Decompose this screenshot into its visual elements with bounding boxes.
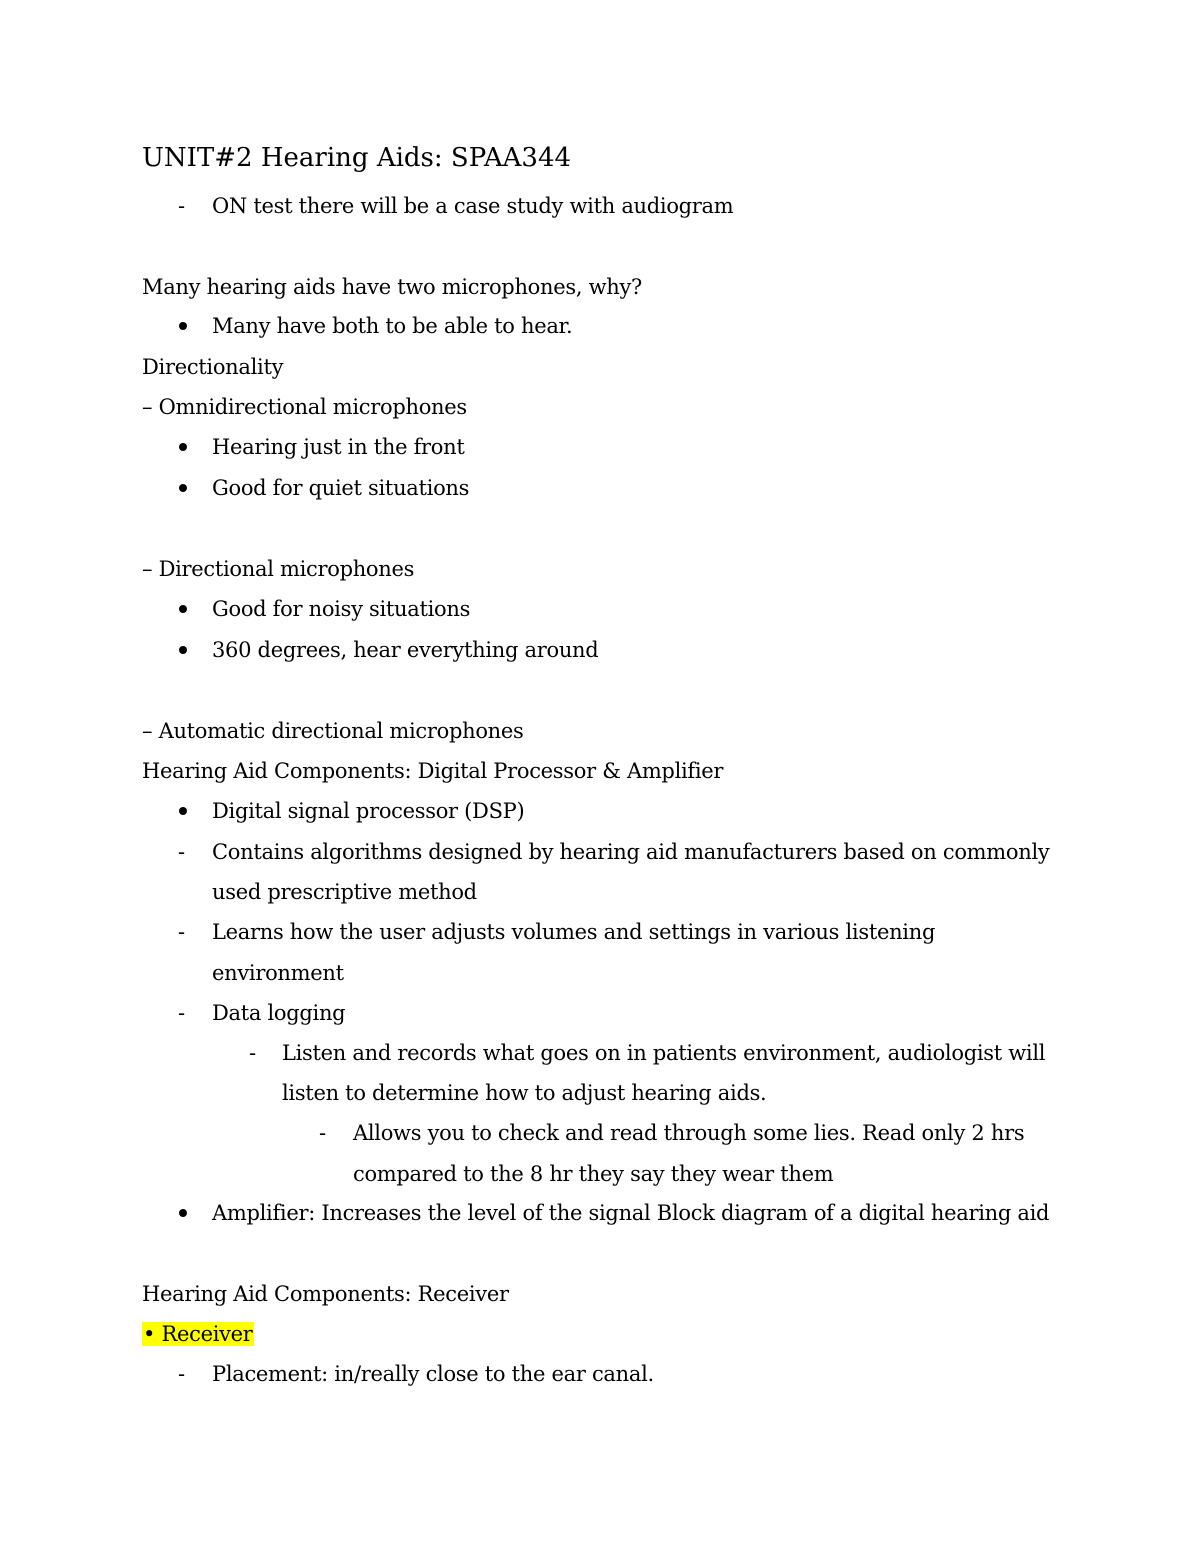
omni-heading: – Omnidirectional microphones [142, 395, 467, 419]
bullet-icon [179, 646, 187, 654]
dash-marker: - [178, 1001, 186, 1025]
automatic-heading: – Automatic directional microphones [142, 719, 524, 743]
logging-item-1-line-1: Listen and records what goes on in patients environment, audiologist will [282, 1041, 1046, 1065]
receiver-heading: Hearing Aid Components: Receiver [142, 1282, 509, 1306]
dash-marker: - [178, 840, 186, 864]
omni-item-1: Hearing just in the front [212, 435, 465, 459]
dash-marker: - [249, 1041, 257, 1065]
dsp-item-4: Data logging [212, 1001, 346, 1025]
directionality-heading: Directionality [142, 355, 284, 379]
two-mics-answer: Many have both to be able to hear. [212, 314, 573, 338]
amplifier-item: Amplifier: Increases the level of the signal Block diagram of a digital hearing aid [212, 1201, 1050, 1225]
logging-item-2-line-1: Allows you to check and read through some lies. Read only 2 hrs [353, 1121, 1025, 1145]
bullet-icon [179, 443, 187, 451]
dash-marker: - [178, 920, 186, 944]
dsp-item-2-line-2: used prescriptive method [212, 880, 477, 904]
placement-item: Placement: in/really close to the ear canal. [212, 1362, 654, 1386]
two-mics-question: Many hearing aids have two microphones, why? [142, 275, 643, 299]
dsp-heading: Hearing Aid Components: Digital Processor & Amplifier [142, 759, 724, 783]
dsp-item-2-line-1: Contains algorithms designed by hearing aid manufacturers based on commonly [212, 840, 1050, 864]
omni-item-2: Good for quiet situations [212, 476, 470, 500]
test-note: ON test there will be a case study with audiogram [212, 194, 734, 218]
bullet-icon [179, 484, 187, 492]
dsp-item-3-line-2: environment [212, 961, 344, 985]
highlighted-text: • Receiver [143, 1322, 253, 1346]
logging-item-2-line-2: compared to the 8 hr they say they wear them [353, 1162, 834, 1186]
dash-marker: - [319, 1121, 327, 1145]
directional-item-1: Good for noisy situations [212, 597, 471, 621]
bullet-icon [179, 322, 187, 330]
dash-marker: - [178, 194, 186, 218]
dash-marker: - [178, 1362, 186, 1386]
logging-item-1-line-2: listen to determine how to adjust hearing aids. [282, 1081, 767, 1105]
bullet-icon [179, 807, 187, 815]
directional-heading: – Directional microphones [142, 557, 415, 581]
dsp-item-3-line-1: Learns how the user adjusts volumes and settings in various listening [212, 920, 936, 944]
dsp-item-1: Digital signal processor (DSP) [212, 799, 525, 823]
page-title: UNIT#2 Hearing Aids: SPAA344 [142, 143, 572, 173]
bullet-icon [179, 605, 187, 613]
receiver-item [142, 1320, 254, 1348]
bullet-icon [179, 1209, 187, 1217]
directional-item-2: 360 degrees, hear everything around [212, 638, 599, 662]
